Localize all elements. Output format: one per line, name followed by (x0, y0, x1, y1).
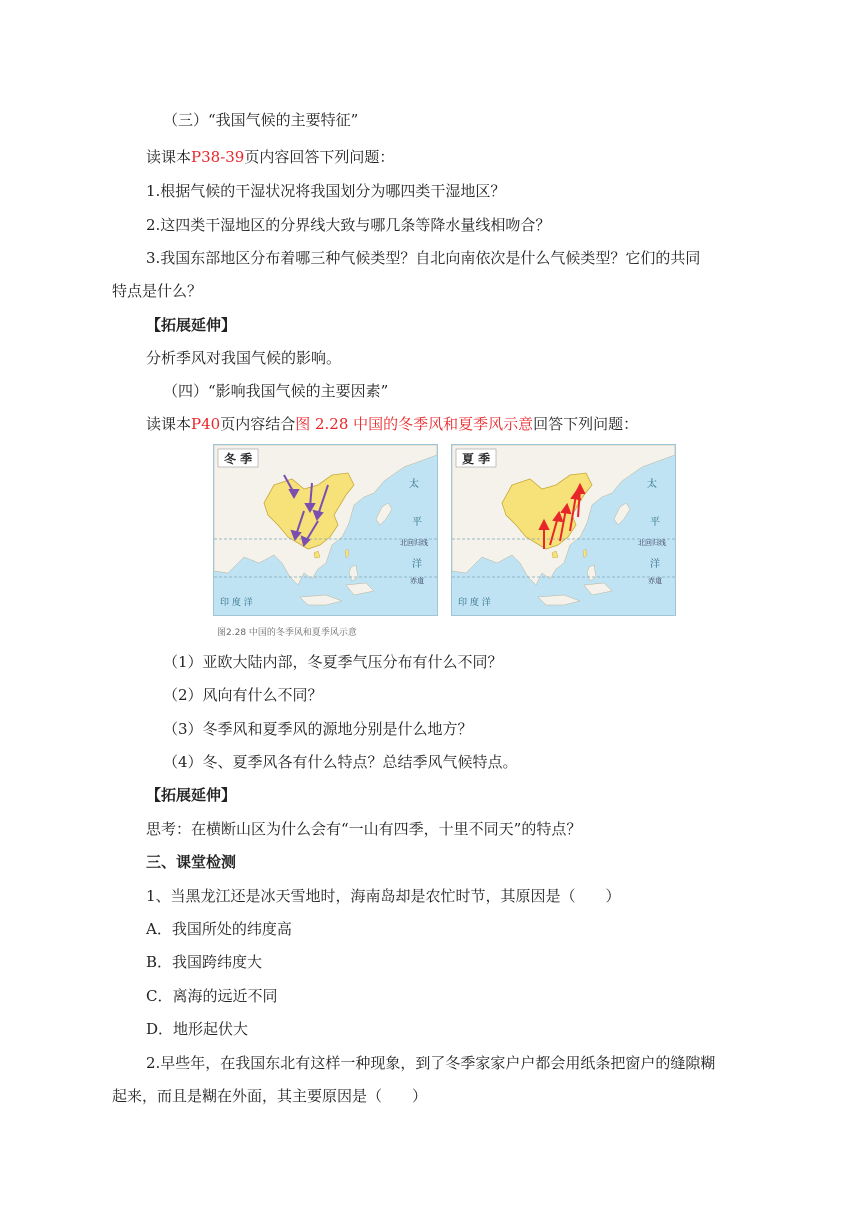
extension-text-1: 分析季风对我国气候的影响。 (146, 349, 342, 367)
test-question-2-line-1: 2.早些年，在我国东北有这样一种现象，到了冬季家家户户都会用纸条把窗户的缝隙糊 (146, 1054, 716, 1072)
test-option-d: D．地形起伏大 (146, 1020, 249, 1038)
sub-question-3: （3）冬季风和夏季风的源地分别是什么地方？ (163, 720, 473, 738)
svg-text:北回归线: 北回归线 (638, 539, 666, 547)
test-option-c: C．离海的远近不同 (146, 987, 278, 1005)
figure-caption: 图2.28 中国的冬季风和夏季风示意 (217, 628, 357, 638)
test-option-b: B．我国跨纬度大 (146, 953, 263, 971)
section-heading-climate-factors: （四）“影响我国气候的主要因素” (163, 382, 389, 400)
extension-text-2: 思考：在横断山区为什么会有“一山有四季，十里不同天”的特点？ (146, 820, 582, 838)
sub-question-2: （2）风向有什么不同？ (163, 686, 323, 704)
svg-text:太: 太 (647, 479, 657, 490)
extension-title-1: 【拓展延伸】 (146, 316, 237, 334)
svg-text:平: 平 (650, 517, 660, 528)
extension-title-2: 【拓展延伸】 (146, 786, 237, 804)
svg-text:洋: 洋 (650, 559, 660, 570)
winter-label: 冬 季 (224, 452, 253, 466)
sub-question-4: （4）冬、夏季风各有什么特点？总结季风气候特点。 (163, 753, 518, 771)
monsoon-figure (213, 444, 674, 638)
question-3-line-2: 特点是什么？ (112, 282, 203, 300)
page-reference: P38-39 (191, 148, 245, 166)
test-question-2-line-2: 起来，而且是糊在外面，其主要原因是（ ） (112, 1087, 428, 1105)
question-3-line-1: 3.我国东部地区分布着哪三种气候类型？自北向南依次是什么气候类型？它们的共同 (146, 249, 701, 267)
question-2: 2.这四类干湿地区的分界线大致与哪几条等降水量线相吻合？ (146, 216, 551, 234)
svg-text:赤道: 赤道 (410, 577, 424, 585)
question-1: 1.根据气候的干湿状况将我国划分为哪四类干湿地区？ (146, 182, 506, 200)
summer-monsoon-map (451, 444, 676, 616)
svg-text:北回归线: 北回归线 (400, 539, 428, 547)
svg-text:平: 平 (412, 517, 422, 528)
reading-instruction-1: 读课本P38-39页内容回答下列问题： (146, 148, 395, 166)
ocean-label: 太 (409, 479, 419, 490)
summer-label: 夏 季 (462, 452, 491, 466)
svg-text:印 度 洋: 印 度 洋 (458, 598, 491, 608)
page-reference: P40 (191, 415, 221, 433)
svg-text:印 度 洋: 印 度 洋 (220, 598, 253, 608)
svg-text:赤道: 赤道 (648, 577, 662, 585)
test-question-1: 1、当黑龙江还是冰天雪地时，海南岛却是农忙时节，其原因是（ ） (146, 887, 621, 905)
sub-question-1: （1）亚欧大陆内部，冬夏季气压分布有什么不同？ (163, 653, 503, 671)
reading-instruction-2: 读课本P40页内容结合图 2.28 中国的冬季风和夏季风示意回答下列问题： (146, 415, 639, 433)
section-heading-climate-features: （三）“我国气候的主要特征” (163, 111, 359, 129)
svg-text:洋: 洋 (412, 559, 422, 570)
figure-reference: 图 2.28 中国的冬季风和夏季风示意 (295, 415, 534, 433)
section-heading-class-test: 三、课堂检测 (146, 853, 237, 871)
test-option-a: A．我国所处的纬度高 (146, 920, 292, 938)
winter-monsoon-map (213, 444, 438, 616)
